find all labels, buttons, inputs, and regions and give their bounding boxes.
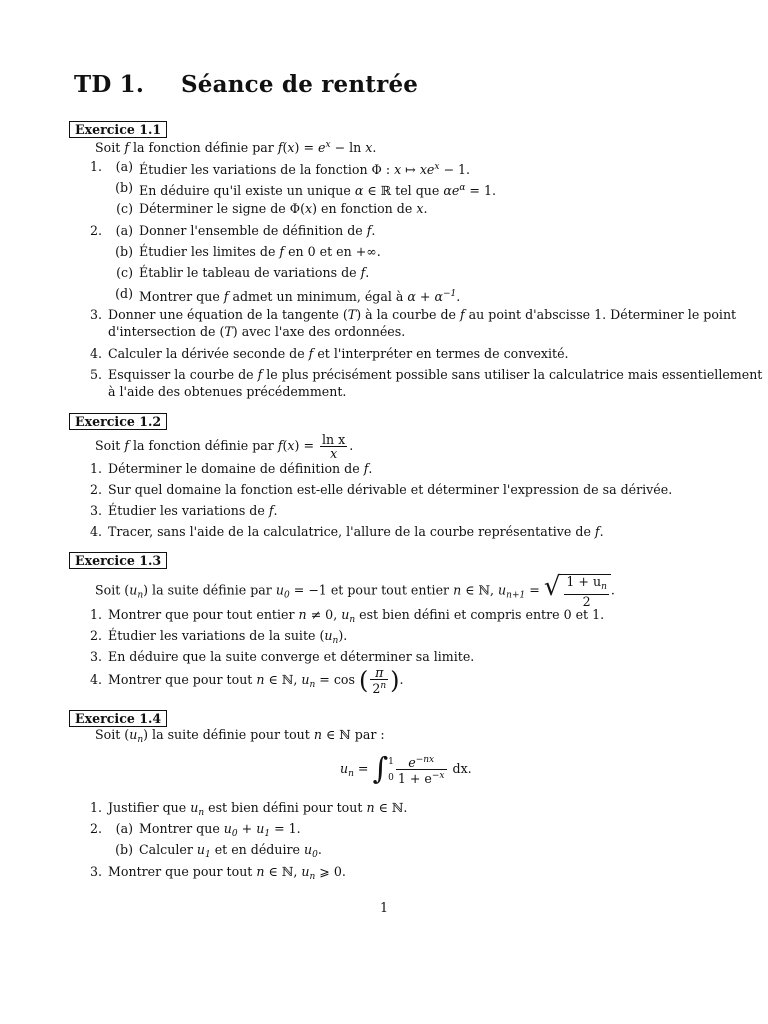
math-text: x: [287, 140, 295, 155]
question-text: [108, 524, 604, 540]
lower-limit: 0: [388, 772, 394, 783]
superscript: n: [380, 681, 387, 691]
exercise-statement: [95, 574, 615, 608]
math-text: u: [303, 842, 313, 857]
question-number: 4.: [89, 346, 102, 361]
subquestion-letter: (a): [115, 223, 133, 238]
math-text: T: [347, 307, 357, 322]
page-title: [74, 71, 418, 98]
math-text: α: [354, 183, 364, 198]
math-text: f: [360, 265, 366, 280]
math-text: u: [223, 821, 232, 836]
math-text: Déterminer le signe de Φ(: [139, 201, 306, 216]
math-text: f: [279, 244, 285, 259]
math-text: 1: [204, 850, 211, 860]
superscript: −x: [431, 771, 445, 781]
question-continuation: [108, 384, 346, 400]
fraction-denominator: 2: [582, 594, 591, 609]
math-text: − ln: [330, 140, 366, 155]
math-text: ) en fonction de: [312, 201, 417, 216]
question-text: [108, 503, 278, 519]
math-text: = −1 et pour tout entier: [289, 582, 454, 598]
exercise-label: Exercice 1.2: [69, 413, 167, 430]
question-number: 2.: [89, 482, 102, 497]
math-text: e: [318, 140, 326, 155]
question-continuation: [108, 324, 405, 340]
math-text: .: [365, 265, 370, 280]
math-text: Montrer que pour tout: [108, 672, 257, 687]
math-text: u: [129, 582, 138, 598]
math-text: u: [190, 800, 199, 815]
question-number: 2.: [89, 628, 102, 643]
left-paren: (: [358, 666, 369, 695]
math-text: u: [340, 761, 349, 776]
math-text: = cos: [315, 672, 359, 687]
fraction-numerator: [396, 754, 447, 770]
math-text: Donner l'ensemble de définition de: [139, 223, 367, 238]
math-text: .: [273, 503, 278, 518]
math-text: T: [224, 324, 233, 339]
math-text: Sur quel domaine la fonction est-elle dérivable et déterminer l'expression de sa dérivée.: [108, 482, 673, 497]
subscript: n: [348, 769, 354, 779]
math-text: n: [137, 735, 144, 745]
question-text: [139, 180, 496, 199]
display-equation: [340, 752, 472, 791]
math-text: au point d'abscisse 1. Déterminer le point: [464, 307, 737, 322]
math-text: Justifier que: [108, 800, 191, 815]
math-text: En déduire qu'il existe un unique: [139, 183, 355, 198]
math-text: 1: [264, 829, 271, 839]
math-text: Soit (: [95, 582, 130, 598]
math-text: 0: [231, 829, 238, 839]
math-text: n: [366, 800, 375, 815]
subquestion-letter: (b): [115, 842, 133, 857]
math-text: n: [309, 872, 316, 882]
math-text: ) la suite définie pour tout: [143, 727, 314, 742]
math-text: u: [324, 628, 333, 643]
math-text: est bien défini pour tout: [204, 800, 367, 815]
math-text: Étudier les variations de la fonction Φ :: [139, 162, 395, 177]
question-text: [108, 367, 762, 383]
math-text: n: [313, 727, 322, 742]
question-number: 2.: [89, 223, 102, 238]
math-text: n: [256, 864, 265, 879]
math-text: f: [277, 140, 283, 155]
math-text: Soit (: [95, 727, 130, 742]
math-text: est bien défini et compris entre 0 et 1.: [355, 607, 605, 622]
math-text: Calculer: [139, 842, 197, 857]
math-text: +: [237, 821, 257, 836]
math-text: −1: [442, 289, 457, 299]
question-text: [108, 607, 604, 628]
math-text: Déterminer le domaine de définition de: [108, 461, 364, 476]
question-number: 4.: [89, 672, 102, 687]
math-text: f: [459, 307, 465, 322]
math-text: .: [599, 524, 604, 539]
question-text: [108, 800, 407, 821]
question-number: 3.: [89, 307, 102, 322]
question-text: [139, 286, 460, 305]
math-text: f: [268, 503, 274, 518]
math-text: x: [287, 438, 295, 453]
math-text: .: [399, 672, 404, 687]
fraction-numerator: [564, 575, 608, 595]
question-text: [108, 346, 569, 362]
math-text: ∈ ℕ.: [374, 800, 408, 815]
math-text: αe: [443, 183, 460, 198]
subquestion-letter: (b): [115, 244, 133, 259]
right-paren: ): [390, 666, 400, 695]
math-text: (: [282, 438, 288, 453]
math-text: n: [137, 590, 144, 601]
question-number: 1.: [89, 800, 102, 815]
math-text: ∈ ℕ,: [264, 864, 302, 879]
subquestion-letter: (a): [115, 821, 133, 836]
math-text: α: [459, 183, 466, 193]
math-text: Établir le tableau de variations de: [139, 265, 361, 280]
fraction-denominator: [370, 680, 388, 695]
math-text: ∈ ℕ,: [264, 672, 302, 687]
math-text: en 0 et en +∞.: [284, 244, 381, 259]
math-text: f: [363, 461, 369, 476]
math-text: d'intersection de (: [108, 324, 225, 339]
math-text: x: [325, 140, 331, 150]
math-text: n: [256, 672, 265, 687]
math-text: u: [275, 582, 284, 598]
math-text: f: [366, 223, 372, 238]
title-number: TD 1.: [74, 71, 145, 98]
math-text: f: [257, 367, 263, 382]
question-number: 3.: [89, 649, 102, 664]
math-text: +: [415, 289, 435, 304]
question-text: [139, 201, 427, 217]
math-text: Esquisser la courbe de: [108, 367, 258, 382]
question-text: [139, 159, 470, 178]
math-text: .: [349, 438, 354, 453]
question-text: [108, 666, 404, 695]
question-text: [108, 864, 346, 885]
math-text: f: [308, 346, 314, 361]
question-text: [139, 223, 375, 239]
math-text: ) à la courbe de: [356, 307, 460, 322]
question-text: [108, 307, 736, 323]
subquestion-letter: (a): [115, 159, 133, 174]
math-text: la fonction définie par: [128, 438, 278, 453]
math-text: .: [456, 289, 461, 304]
math-text: et l'interpréter en termes de convexité.: [313, 346, 569, 361]
math-text: n: [198, 808, 205, 818]
math-text: u: [341, 607, 350, 622]
fraction-denominator: [396, 770, 447, 785]
math-text: ∈ ℕ,: [461, 582, 499, 598]
math-text: x: [394, 162, 402, 177]
question-number: 1.: [89, 607, 102, 622]
exercise-statement: [95, 137, 376, 156]
fraction: [396, 754, 447, 785]
subquestion-letter: (b): [115, 180, 133, 195]
math-text: Soit: [95, 140, 125, 155]
math-text: f: [124, 438, 129, 453]
math-text: α: [434, 289, 443, 304]
math-text: u: [129, 727, 138, 742]
exercise-label: Exercice 1.1: [69, 121, 167, 138]
math-text: ≠ 0,: [306, 607, 342, 622]
math-text: .: [317, 842, 322, 857]
math-text: .: [372, 140, 377, 155]
upper-limit: 1: [388, 756, 394, 767]
subquestion-letter: (c): [116, 201, 133, 216]
question-text: [139, 265, 369, 281]
math-text: α: [407, 289, 416, 304]
title-text: Séance de rentrée: [181, 71, 419, 98]
math-text: ) la suite définie par: [143, 582, 276, 598]
math-text: f: [594, 524, 600, 539]
math-text: ) =: [294, 438, 319, 453]
page-number: 1: [379, 900, 388, 915]
math-text: x: [434, 162, 440, 172]
math-text: ).: [338, 628, 348, 643]
math-text: u: [196, 842, 205, 857]
math-text: .: [371, 223, 376, 238]
subquestion-letter: (c): [116, 265, 133, 280]
math-text: xe: [419, 162, 435, 177]
math-text: à l'aide des obtenues précédemment.: [108, 384, 347, 399]
subquestion-letter: (d): [115, 286, 133, 301]
question-number: 3.: [89, 503, 102, 518]
question-text: [108, 482, 672, 498]
fraction-denominator: x: [330, 446, 338, 461]
radicand: [560, 574, 610, 608]
integral-limits: [388, 754, 394, 786]
math-text: n: [332, 636, 339, 646]
question-number: 3.: [89, 864, 102, 879]
math-text: ∈ ℕ par :: [321, 727, 385, 742]
math-text: n: [349, 615, 356, 625]
math-text: admet un minimum, égal à: [228, 289, 408, 304]
question-text: [108, 461, 372, 477]
math-text: ⩾ 0.: [315, 864, 346, 879]
math-text: e: [408, 755, 416, 770]
question-text: [139, 244, 381, 260]
math-text: le plus précisément possible sans utiliser la calculatrice mais essentiellement: [262, 367, 763, 382]
fraction-numerator: π: [370, 666, 388, 680]
math-text: 0: [283, 590, 290, 601]
question-number: 1.: [89, 461, 102, 476]
math-text: Étudier les variations de: [108, 503, 269, 518]
question-number: 1.: [89, 159, 102, 174]
math-text: n: [453, 582, 462, 598]
math-text: .: [368, 461, 373, 476]
math-text: la fonction définie par: [128, 140, 278, 155]
math-text: (: [282, 140, 288, 155]
math-text: Étudier les limites de: [139, 244, 280, 259]
math-text: = 1.: [465, 183, 496, 198]
math-text: f: [277, 438, 283, 453]
exercise-label: Exercice 1.4: [69, 710, 167, 727]
question-text: [139, 842, 322, 863]
denominator-base: 2: [372, 681, 381, 696]
math-text: Calculer la dérivée seconde de: [108, 346, 309, 361]
math-text: ∈ ℝ tel que: [363, 183, 444, 198]
superscript: −nx: [415, 755, 435, 765]
fraction: [564, 575, 608, 608]
math-text: u: [256, 821, 265, 836]
math-text: ) =: [294, 140, 319, 155]
math-text: Montrer que: [139, 821, 224, 836]
math-text: Montrer que pour tout entier: [108, 607, 299, 622]
question-text: [139, 821, 301, 842]
question-text: [108, 649, 474, 665]
math-text: 1 + e: [397, 771, 432, 786]
square-root: [544, 574, 611, 608]
numerator-text: 1 + u: [566, 574, 602, 589]
question-number: 2.: [89, 821, 102, 836]
fraction: [320, 433, 347, 460]
radical-sign-icon: √: [543, 572, 561, 602]
question-text: [108, 628, 347, 649]
fraction: [370, 666, 388, 695]
math-text: x: [305, 201, 313, 216]
math-text: n: [298, 607, 307, 622]
math-text: x: [416, 201, 424, 216]
math-text: Soit: [95, 438, 125, 453]
math-text: En déduire que la suite converge et déterminer sa limite.: [108, 649, 475, 664]
math-text: u: [301, 864, 310, 879]
math-text: Tracer, sans l'aide de la calculatrice, l'allure de la courbe représentative de: [108, 524, 595, 539]
math-text: x: [365, 140, 373, 155]
math-text: = 1.: [270, 821, 301, 836]
math-text: 0: [312, 850, 318, 860]
question-number: 4.: [89, 524, 102, 539]
math-text: dx.: [448, 761, 472, 776]
math-text: n+1: [506, 590, 526, 601]
math-text: Montrer que: [139, 289, 224, 304]
math-text: .: [423, 201, 428, 216]
exercise-label: Exercice 1.3: [69, 552, 167, 569]
math-text: et en déduire: [210, 842, 304, 857]
math-text: − 1.: [439, 162, 471, 177]
exercise-statement: [95, 433, 353, 460]
math-text: =: [525, 582, 544, 598]
integral-sign-icon: ∫: [372, 751, 389, 787]
math-text: .: [610, 582, 615, 598]
math-text: Montrer que pour tout: [108, 864, 257, 879]
math-text: n: [309, 680, 316, 690]
question-number: 5.: [89, 367, 102, 382]
math-text: Donner une équation de la tangente (: [108, 307, 348, 322]
fraction-numerator: ln x: [322, 432, 346, 447]
math-text: u: [301, 672, 310, 687]
math-text: f: [124, 140, 129, 155]
math-text: ↦: [401, 162, 420, 177]
math-text: u: [498, 582, 507, 598]
subscript: n: [601, 582, 607, 592]
math-text: f: [223, 289, 229, 304]
exercise-statement: [95, 727, 385, 748]
equals-sign: =: [353, 761, 373, 776]
math-text: ) avec l'axe des ordonnées.: [232, 324, 406, 339]
math-text: Étudier les variations de la suite (: [108, 628, 325, 643]
